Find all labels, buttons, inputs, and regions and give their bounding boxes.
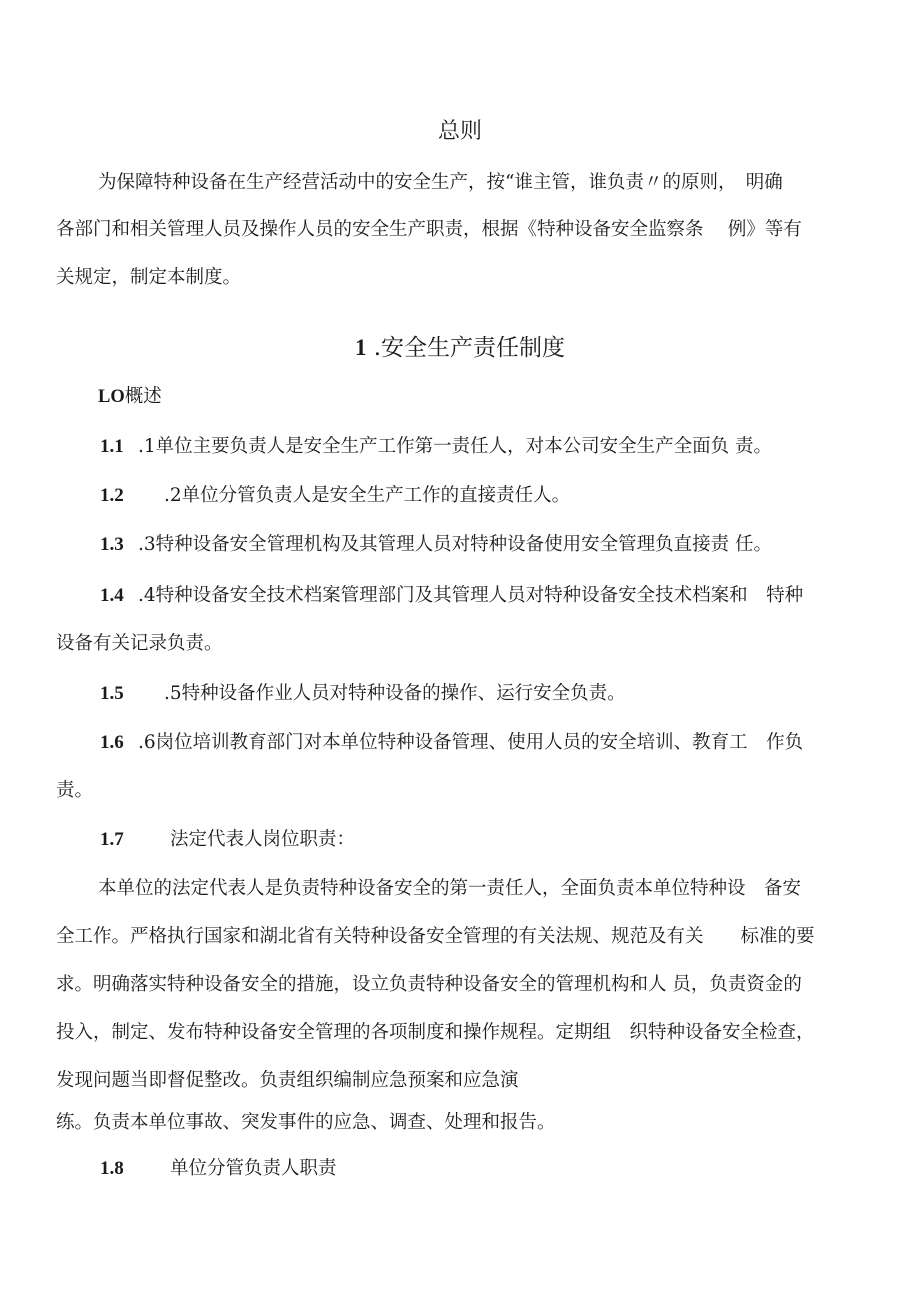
item-number: 1.8 [100,1158,124,1179]
subsection-text: 概述 [124,386,162,407]
item-text: .1单位主要负责人是安全生产工作第一责任人，对本公司安全生产全面负 责。 [138,436,773,457]
item-text: .2单位分管负责人是安全生产工作的直接责任人。 [164,485,571,506]
body-line-6: 练。负责本单位事故、突发事件的应急、调查、处理和报告。 [56,1112,556,1133]
section-heading-text: .安全生产责任制度 [373,335,566,361]
body-line-2: 全工作。严格执行国家和湖北省有关特种设备安全管理的有关法规、规范及有关 标准的要 [56,926,815,947]
item-number: 1.2 [100,485,124,506]
section-heading [0,333,920,363]
item-text: .4特种设备安全技术档案管理部门及其管理人员对特种设备安全技术档案和 特种 [138,585,804,606]
intro-line-3: 关规定，制定本制度。 [56,267,242,288]
item-number: 1.4 [100,585,124,606]
document-title: 总则 [437,119,482,144]
body-line-4: 投入，制定、发布特种设备安全管理的各项制度和操作规程。定期组 织特种设备安全检查， [56,1022,815,1043]
section-number: 1 [354,335,367,360]
item-number: 1.5 [100,683,124,704]
intro-line-1: 为保障特种设备在生产经营活动中的安全生产，按“谁主管，谁负责〃的原则， 明确 [98,172,783,193]
body-line-1: 本单位的法定代表人是负责特种设备安全的第一责任人，全面负责本单位特种设 备安 [98,878,802,899]
item-number: 1.6 [100,732,124,753]
item-text: 单位分管负责人职责 [170,1158,337,1179]
item-text: .6岗位培训教育部门对本单位特种设备管理、使用人员的安全培训、教育工 作负 [138,732,804,753]
body-line-3: 求。明确落实特种设备安全的措施，设立负责特种设备安全的管理机构和人 员，负责资金的 [56,974,802,995]
intro-line-2: 各部门和相关管理人员及操作人员的安全生产职责，根据《特种设备安全监察条 例》等有 [56,219,802,240]
item-number: 1.1 [100,436,124,457]
body-line-5: 发现问题当即督促整改。负责组织编制应急预案和应急演 [56,1070,519,1091]
item-text-continued: 设备有关记录负责。 [56,633,223,654]
item-number: 1.3 [100,534,124,555]
item-text-continued: 责。 [56,780,94,801]
subsection-heading [98,385,162,409]
item-text: .5特种设备作业人员对特种设备的操作、运行安全负责。 [164,683,626,704]
item-number: 1.7 [100,829,124,850]
item-text: .3特种设备安全管理机构及其管理人员对特种设备使用安全管理负直接责 任。 [138,534,773,555]
subsection-prefix: LO [98,387,125,407]
item-text: 法定代表人岗位职责： [170,829,356,850]
